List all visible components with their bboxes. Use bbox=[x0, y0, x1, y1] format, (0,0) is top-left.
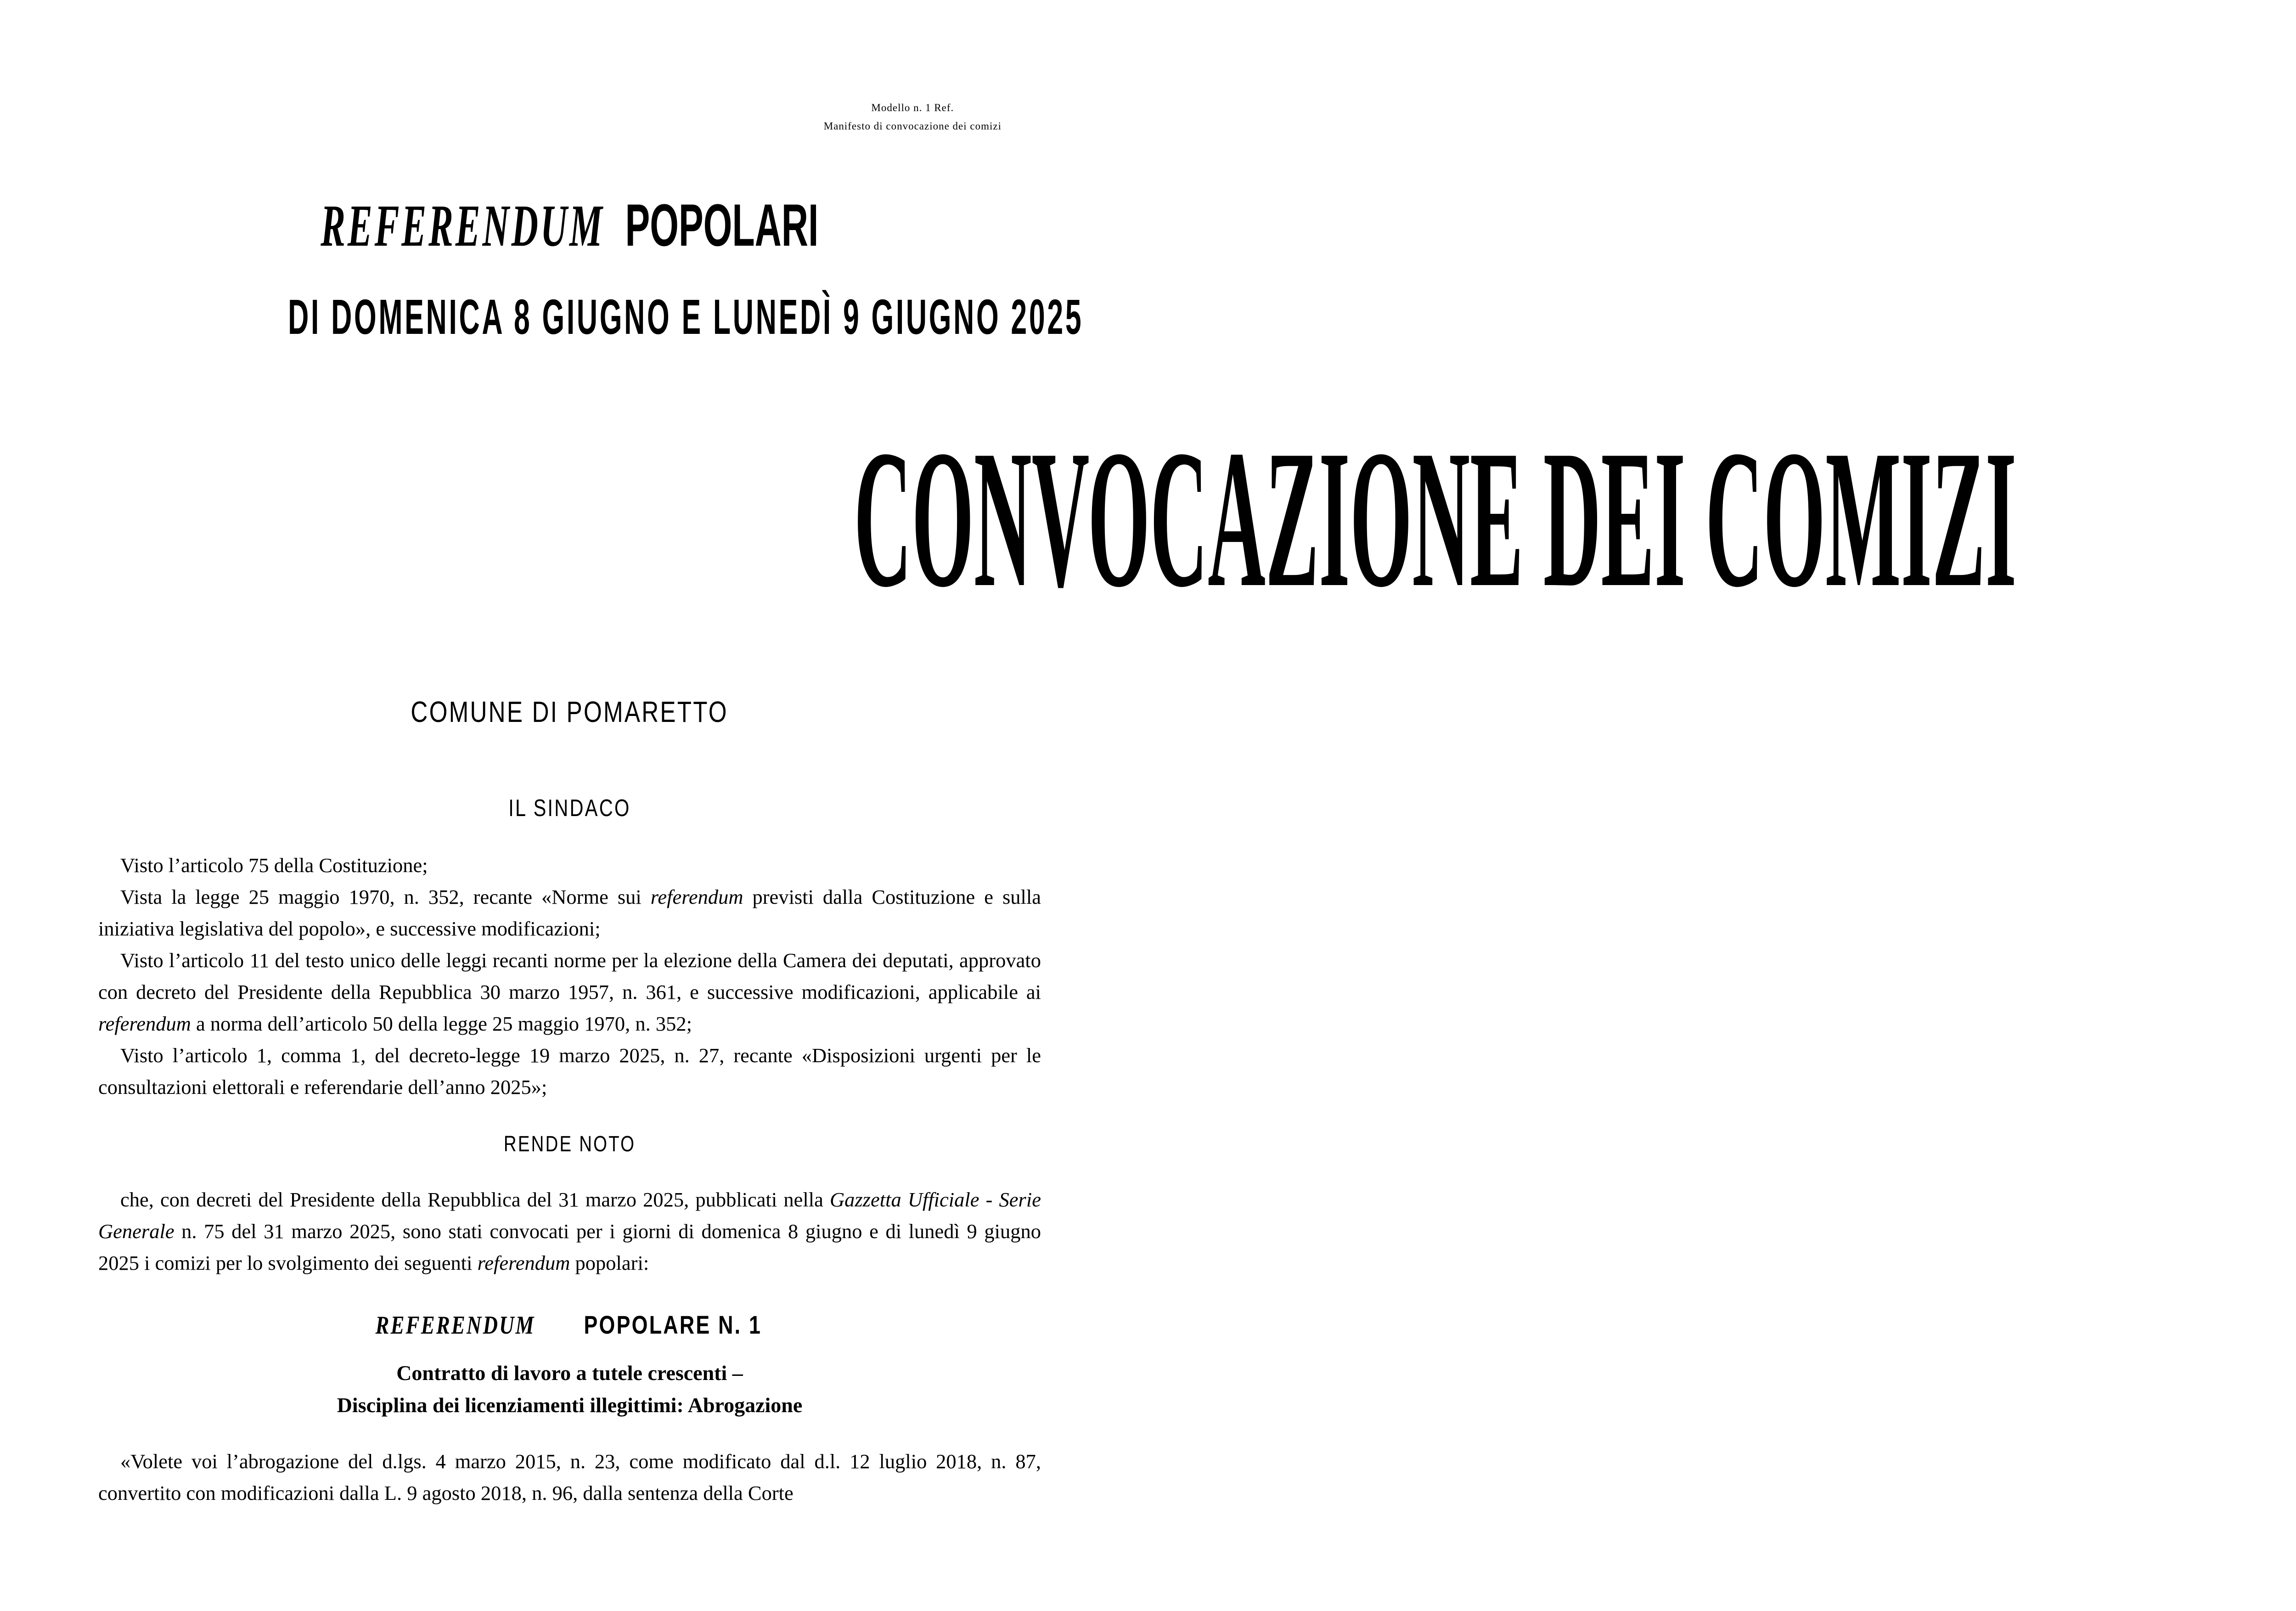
referendum-1-heading: REFERENDUM POPOLARE N. 1 bbox=[375, 1310, 762, 1340]
preamble-paragraph: Vista la legge 25 maggio 1970, n. 352, recante «Norme sui referendum previsti dalla Costituzione e sulla iniziativa legislativa del popolo», e successive modificazioni; bbox=[98, 885, 1041, 940]
comune-name: COMUNE DI POMARETTO bbox=[411, 695, 729, 728]
title-dates: DI DOMENICA 8 GIUGNO E LUNEDÌ 9 GIUGNO 2025 bbox=[288, 289, 1084, 344]
preamble-paragraph: Visto l’articolo 1, comma 1, del decreto-legge 19 marzo 2025, n. 27, recante «Disposizioni urgenti per le consultazioni elettorali e referendarie dell’anno 2025»; bbox=[98, 1044, 1041, 1098]
title-popolari-word: POPOLARI bbox=[625, 192, 819, 259]
sindaco-heading: IL SINDACO bbox=[508, 795, 631, 822]
model-number: Modello n. 1 Ref. bbox=[871, 102, 954, 113]
title-referendum-word: REFERENDUM bbox=[321, 193, 605, 259]
announcement-paragraph: che, con decreti del Presidente della Repubblica del 31 marzo 2025, pubblicati nella Gazzetta Ufficiale - Serie Generale n. 75 del 31 marzo 2025, sono stati convocati per i giorni di domenica 8 giugno e di lunedì 9 giugno 2025 i comizi per lo svolgimento dei seguenti referendum popolari: bbox=[98, 1188, 1041, 1274]
main-title: CONVOCAZIONE DEI COMIZI bbox=[854, 410, 2017, 628]
rende-noto-heading: RENDE NOTO bbox=[503, 1132, 636, 1156]
model-description: Manifesto di convocazione dei comizi bbox=[823, 120, 1002, 132]
announcement bbox=[98, 1184, 1041, 1279]
model-reference bbox=[824, 99, 1002, 135]
preamble-paragraph: Visto l’articolo 75 della Costituzione; bbox=[120, 854, 428, 877]
referendum-1-title-line1: Contratto di lavoro a tutele crescenti – bbox=[396, 1361, 743, 1385]
referendum-1-question: «Volete voi l’abrogazione del d.lgs. 4 marzo 2015, n. 23, come modificato dal d.l. 12 luglio 2018, n. 87, convertito con modificazioni dalla L. 9 agosto 2018, n. 96, dalla sentenza della Corte bbox=[98, 1450, 1041, 1504]
title-referendum-popolari bbox=[0, 193, 1139, 257]
preamble bbox=[98, 850, 1041, 1103]
preamble-paragraph: Visto l’articolo 11 del testo unico delle leggi recanti norme per la elezione della Camera dei deputati, approvato con decreto del Presidente della Repubblica 30 marzo 1957, n. 361, e successive modificazioni, applicabile ai referendum a norma dell’articolo 50 della legge 25 maggio 1970, n. 352; bbox=[98, 949, 1041, 1035]
referendum-1-title-line2: Disciplina dei licenziamenti illegittimi: Abrogazione bbox=[337, 1393, 803, 1417]
